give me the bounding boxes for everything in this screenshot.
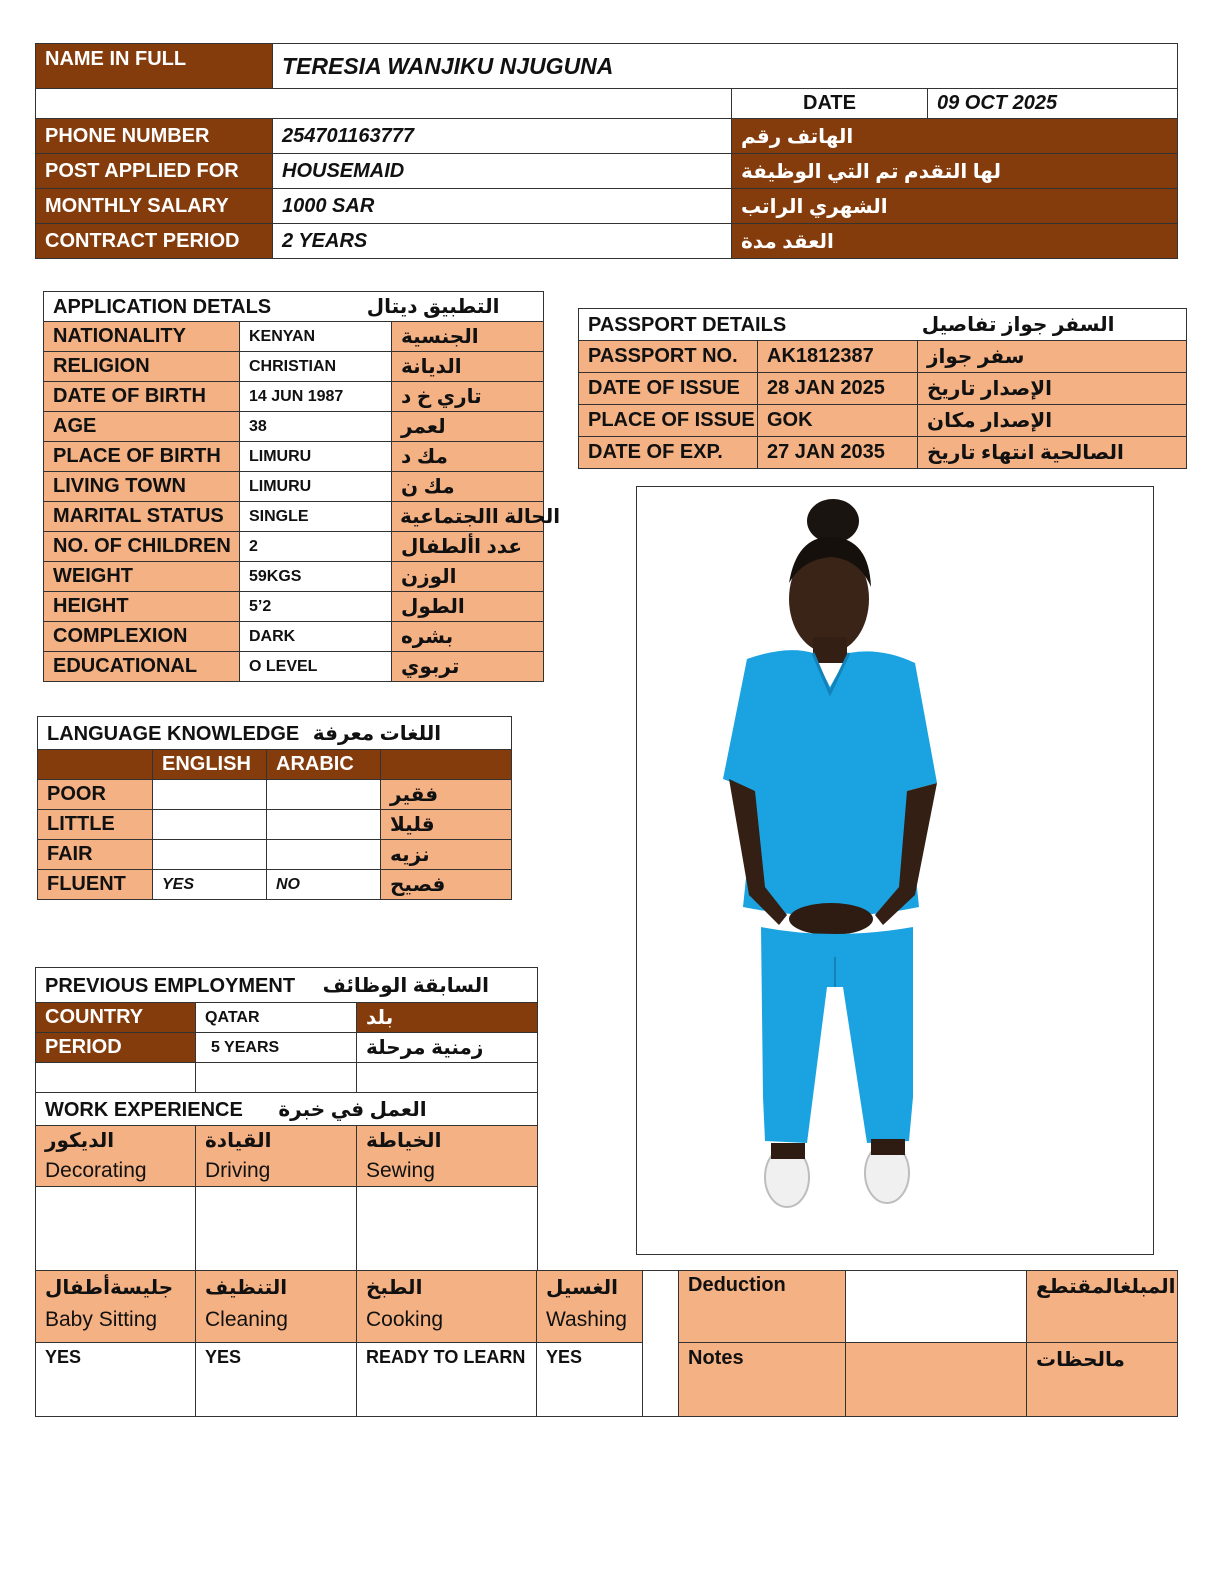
application-title-en: APPLICATION DETALS [53, 296, 272, 318]
weight-value: 59KGS [240, 562, 392, 592]
passport-no-arabic: سفر جواز [918, 341, 1187, 373]
table-row [44, 562, 544, 592]
application-table [43, 291, 561, 682]
issue-place-label: PLACE OF ISSUE [579, 405, 758, 437]
skill-driving-value [196, 1187, 357, 1271]
skill-decorating-ar: الديكور [45, 1130, 115, 1152]
table-row [44, 652, 544, 682]
period-label: PERIOD [36, 1033, 196, 1063]
marital-arabic: الحالة االجتماعية [392, 502, 544, 532]
fair-english [153, 840, 267, 870]
fair-arabic-level [267, 840, 381, 870]
skill-washing-value: YES [537, 1343, 643, 1417]
period-arabic: زمنية مرحلة [357, 1033, 538, 1063]
phone-label: PHONE NUMBER [36, 119, 273, 154]
skill-cooking-value: READY TO LEARN [357, 1343, 537, 1417]
date-label: DATE [732, 89, 928, 119]
col-arabic: ARABIC [267, 750, 381, 780]
living-town-arabic: مك ن [392, 472, 544, 502]
col-english: ENGLISH [153, 750, 267, 780]
poor-arabic-level [267, 780, 381, 810]
phone-arabic: الهاتف رقم [732, 119, 1178, 154]
table-row [38, 780, 512, 810]
salary-value: 1000 SAR [273, 189, 732, 224]
gap-cell [643, 1271, 679, 1417]
employment-table [35, 967, 538, 1271]
applicant-photo [636, 486, 1154, 1255]
poor-arabic: فقير [381, 780, 512, 810]
issue-place-arabic: الإصدار مكان [918, 405, 1187, 437]
dob-label: DATE OF BIRTH [44, 382, 240, 412]
living-town-value: LIMURU [240, 472, 392, 502]
skill-driving [196, 1126, 357, 1187]
expiry-value: 27 JAN 2035 [758, 437, 918, 469]
period-value: 5 YEARS [196, 1033, 357, 1063]
post-value: HOUSEMAID [273, 154, 732, 189]
pob-label: PLACE OF BIRTH [44, 442, 240, 472]
contract-value: 2 YEARS [273, 224, 732, 259]
little-english [153, 810, 267, 840]
language-table [37, 716, 512, 900]
skill-driving-ar: القيادة [205, 1130, 272, 1152]
skill-washing-en: Washing [546, 1308, 627, 1331]
fair-arabic: نزيه [381, 840, 512, 870]
living-town-label: LIVING TOWN [44, 472, 240, 502]
notes-label: Notes [679, 1343, 846, 1417]
skill-sewing-en: Sewing [366, 1159, 435, 1182]
age-arabic: لعمر [392, 412, 544, 442]
age-label: AGE [44, 412, 240, 442]
nationality-arabic: الجنسية [392, 322, 544, 352]
table-row [44, 622, 544, 652]
language-title-en: LANGUAGE KNOWLEDGE [47, 722, 300, 745]
skill-washing-ar: الغسيل [546, 1277, 619, 1299]
table-row [38, 810, 512, 840]
children-value: 2 [240, 532, 392, 562]
skill-cleaning-en: Cleaning [205, 1308, 288, 1331]
table-row [579, 341, 1187, 373]
poor-english [153, 780, 267, 810]
skill-decorating [36, 1126, 196, 1187]
notes-value [846, 1343, 1027, 1417]
header-table [35, 43, 1178, 259]
complexion-value: DARK [240, 622, 392, 652]
deduction-label: Deduction [679, 1271, 846, 1343]
table-row [44, 502, 544, 532]
table-row [44, 382, 544, 412]
table-row [44, 532, 544, 562]
height-arabic: الطول [392, 592, 544, 622]
skill-cleaning-value: YES [196, 1343, 357, 1417]
table-row [44, 412, 544, 442]
experience-title-en: WORK EXPERIENCE [45, 1098, 243, 1121]
experience-title-ar: العمل في خبرة [278, 1098, 427, 1121]
language-header-blank-ar [381, 750, 512, 780]
height-label: HEIGHT [44, 592, 240, 622]
poor-label: POOR [38, 780, 153, 810]
little-arabic-level [267, 810, 381, 840]
issue-date-arabic: الإصدار تاريخ [918, 373, 1187, 405]
age-value: 38 [240, 412, 392, 442]
issue-date-label: DATE OF ISSUE [579, 373, 758, 405]
religion-arabic: الديانة [392, 352, 544, 382]
table-row [44, 472, 544, 502]
table-row [44, 322, 544, 352]
children-arabic: عدد األطفال [392, 532, 544, 562]
skill-decorating-value [36, 1187, 196, 1271]
skill-cleaning [196, 1271, 357, 1343]
weight-label: WEIGHT [44, 562, 240, 592]
religion-label: RELIGION [44, 352, 240, 382]
skill-babysitting-en: Baby Sitting [45, 1308, 158, 1331]
expiry-label: DATE OF EXP. [579, 437, 758, 469]
post-arabic: لها التقدم تم التي الوظيفة [732, 154, 1178, 189]
dob-value: 14 JUN 1987 [240, 382, 392, 412]
education-arabic: تربوي [392, 652, 544, 682]
deduction-arabic: المبلغالمقتطع [1027, 1271, 1178, 1343]
dob-arabic: تاري خ د [392, 382, 544, 412]
expiry-arabic: الصالحية انتهاء تاريخ [918, 437, 1187, 469]
employment-blank-1 [36, 1063, 196, 1093]
religion-value: CHRISTIAN [240, 352, 392, 382]
language-title-ar: اللغات معرفة [312, 722, 442, 745]
issue-place-value: GOK [758, 405, 918, 437]
skill-sewing [357, 1126, 538, 1187]
skill-decorating-en: Decorating [45, 1159, 147, 1182]
passport-title [579, 309, 1187, 341]
application-title-ar: التطبيق ديتال [366, 296, 500, 318]
passport-title-ar: السفر جواز تفاصيل [921, 314, 1115, 336]
pob-value: LIMURU [240, 442, 392, 472]
phone-value: 254701163777 [273, 119, 732, 154]
marital-value: SINGLE [240, 502, 392, 532]
table-row [38, 840, 512, 870]
nationality-value: KENYAN [240, 322, 392, 352]
name-value: TERESIA WANJIKU NJUGUNA [273, 44, 1178, 89]
applicant-figure [637, 487, 1153, 1254]
education-label: EDUCATIONAL [44, 652, 240, 682]
height-value: 5’2 [240, 592, 392, 622]
children-label: NO. OF CHILDREN [44, 532, 240, 562]
country-label: COUNTRY [36, 1003, 196, 1033]
deduction-value [846, 1271, 1027, 1343]
country-arabic: بلد [357, 1003, 538, 1033]
skill-babysitting [36, 1271, 196, 1343]
passport-table [578, 308, 1187, 469]
little-label: LITTLE [38, 810, 153, 840]
skill-babysitting-value: YES [36, 1343, 196, 1417]
table-row [44, 442, 544, 472]
table-row [44, 592, 544, 622]
weight-arabic: الوزن [392, 562, 544, 592]
notes-arabic: مالحظات [1027, 1343, 1178, 1417]
country-value: QATAR [196, 1003, 357, 1033]
table-row [579, 373, 1187, 405]
table-row [38, 870, 512, 900]
skill-cleaning-ar: التنظيف [205, 1277, 288, 1299]
language-title [38, 717, 512, 750]
passport-no-label: PASSPORT NO. [579, 341, 758, 373]
fluent-arabic: فصيح [381, 870, 512, 900]
skill-babysitting-ar: جليسةأطفال [45, 1277, 174, 1299]
complexion-arabic: بشره [392, 622, 544, 652]
skill-sewing-value [357, 1187, 538, 1271]
passport-no-value: AK1812387 [758, 341, 918, 373]
pob-arabic: مك د [392, 442, 544, 472]
salary-arabic: الشهري الراتب [732, 189, 1178, 224]
skill-cooking [357, 1271, 537, 1343]
bottom-table [35, 1270, 1178, 1417]
date-value: 09 OCT 2025 [928, 89, 1178, 119]
marital-label: MARITAL STATUS [44, 502, 240, 532]
post-label: POST APPLIED FOR [36, 154, 273, 189]
salary-label: MONTHLY SALARY [36, 189, 273, 224]
employment-title-en: PREVIOUS EMPLOYMENT [45, 974, 296, 997]
fluent-english: YES [153, 870, 267, 900]
table-row [44, 352, 544, 382]
name-label: NAME IN FULL [36, 44, 273, 89]
employment-title-ar: السابقة الوظائف [322, 974, 489, 997]
education-value: O LEVEL [240, 652, 392, 682]
fluent-label: FLUENT [38, 870, 153, 900]
skill-sewing-ar: الخياطة [366, 1130, 442, 1152]
passport-title-en: PASSPORT DETAILS [588, 314, 787, 336]
experience-title [36, 1093, 538, 1126]
application-title [44, 292, 544, 322]
skill-cooking-ar: الطبخ [366, 1277, 423, 1299]
fluent-arabic-level: NO [267, 870, 381, 900]
table-row [579, 437, 1187, 469]
employment-blank-3 [357, 1063, 538, 1093]
header-blank [36, 89, 732, 119]
fair-label: FAIR [38, 840, 153, 870]
skill-washing [537, 1271, 643, 1343]
language-header-blank [38, 750, 153, 780]
employment-blank-2 [196, 1063, 357, 1093]
skill-cooking-en: Cooking [366, 1308, 444, 1331]
table-row [579, 405, 1187, 437]
contract-arabic: العقد مدة [732, 224, 1178, 259]
nationality-label: NATIONALITY [44, 322, 240, 352]
employment-title [36, 968, 538, 1003]
contract-label: CONTRACT PERIOD [36, 224, 273, 259]
issue-date-value: 28 JAN 2025 [758, 373, 918, 405]
skill-driving-en: Driving [205, 1159, 271, 1182]
complexion-label: COMPLEXION [44, 622, 240, 652]
little-arabic: قليلا [381, 810, 512, 840]
